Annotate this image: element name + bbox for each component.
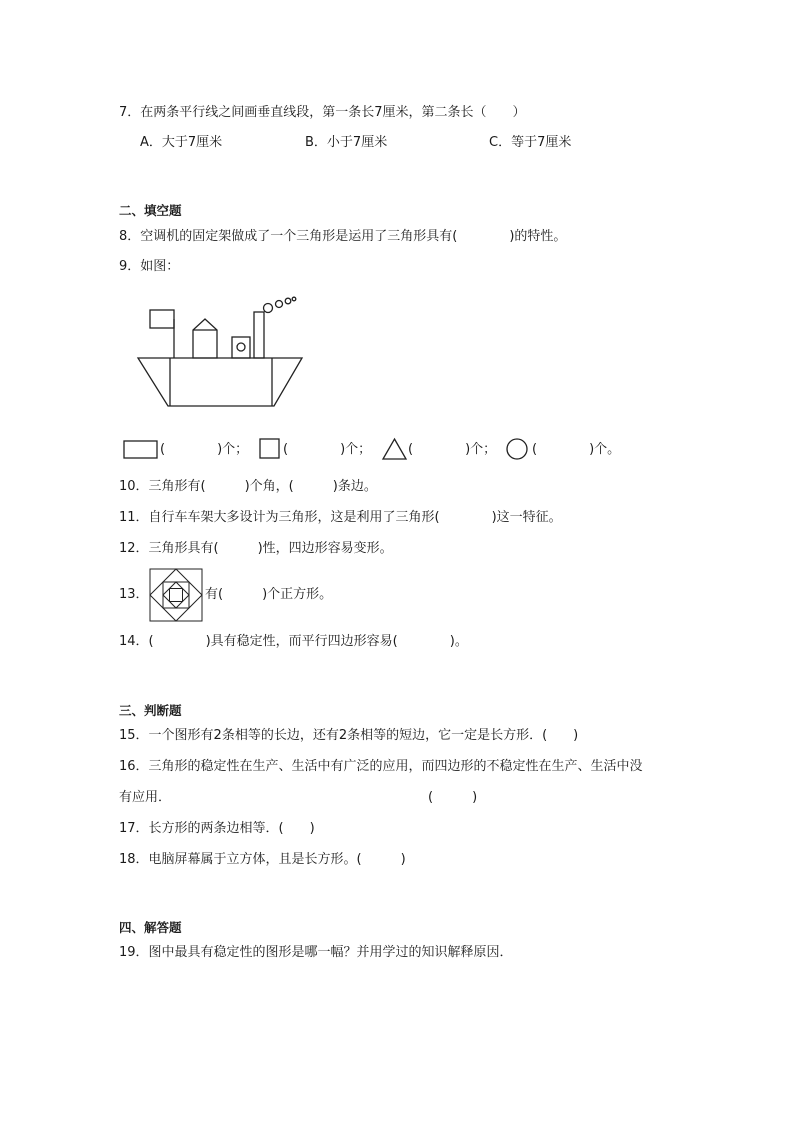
- circle-icon: [506, 438, 530, 462]
- question-13-text: 有( )个正方形。: [205, 587, 333, 602]
- nested-squares-figure: [149, 568, 203, 622]
- question-19: 19．图中最具有稳定性的图形是哪一幅？并用学过的知识解释原因．: [119, 945, 513, 960]
- section-answer-heading: 四、解答题: [119, 920, 182, 935]
- ship-figure: [130, 292, 310, 412]
- question-18: 18．电脑屏幕属于立方体，且是长方形。( ): [119, 852, 406, 867]
- question-12: 12．三角形具有( )性，四边形容易变形。: [119, 541, 393, 556]
- section-fill-heading: 二、填空题: [119, 203, 182, 218]
- section-judge-heading: 三、判断题: [119, 703, 182, 718]
- question-9: 9．如图：: [119, 259, 180, 274]
- question-15: 15．一个图形有2条相等的长边，还有2条相等的短边，它一定是长方形．( ): [119, 728, 579, 743]
- question-16-line1: 16．三角形的稳定性在生产、生活中有广泛的应用，而四边形的不稳定性在生产、生活中没: [119, 759, 643, 774]
- triangle-count: ( )个；: [408, 442, 497, 457]
- square-count: ( )个；: [283, 442, 372, 457]
- question-17: 17．长方形的两条边相等．( ): [119, 821, 315, 836]
- question-7: 7．在两条平行线之间画垂直线段，第一条长7厘米，第二条长（ ）: [119, 105, 526, 120]
- question-11: 11．自行车车架大多设计为三角形，这是利用了三角形( )这一特征。: [119, 510, 562, 525]
- question-16-blank: ( ): [428, 790, 478, 805]
- rectangle-icon: [123, 440, 159, 460]
- circle-count: ( )个。: [532, 442, 621, 457]
- question-10: 10．三角形有( )个角，( )条边。: [119, 479, 377, 494]
- question-8: 8．空调机的固定架做成了一个三角形是运用了三角形具有( )的特性。: [119, 229, 567, 244]
- question-13-number: 13．: [119, 587, 149, 602]
- rectangle-count: ( )个；: [160, 442, 249, 457]
- question-14: 14．( )具有稳定性，而平行四边形容易( )。: [119, 634, 468, 649]
- q7-option-c: C．等于7厘米: [489, 135, 572, 150]
- q7-option-b: B．小于7厘米: [305, 135, 388, 150]
- triangle-icon: [382, 438, 408, 460]
- question-16-line2: 有应用．: [119, 790, 172, 805]
- q7-option-a: A．大于7厘米: [140, 135, 223, 150]
- square-icon: [259, 438, 281, 460]
